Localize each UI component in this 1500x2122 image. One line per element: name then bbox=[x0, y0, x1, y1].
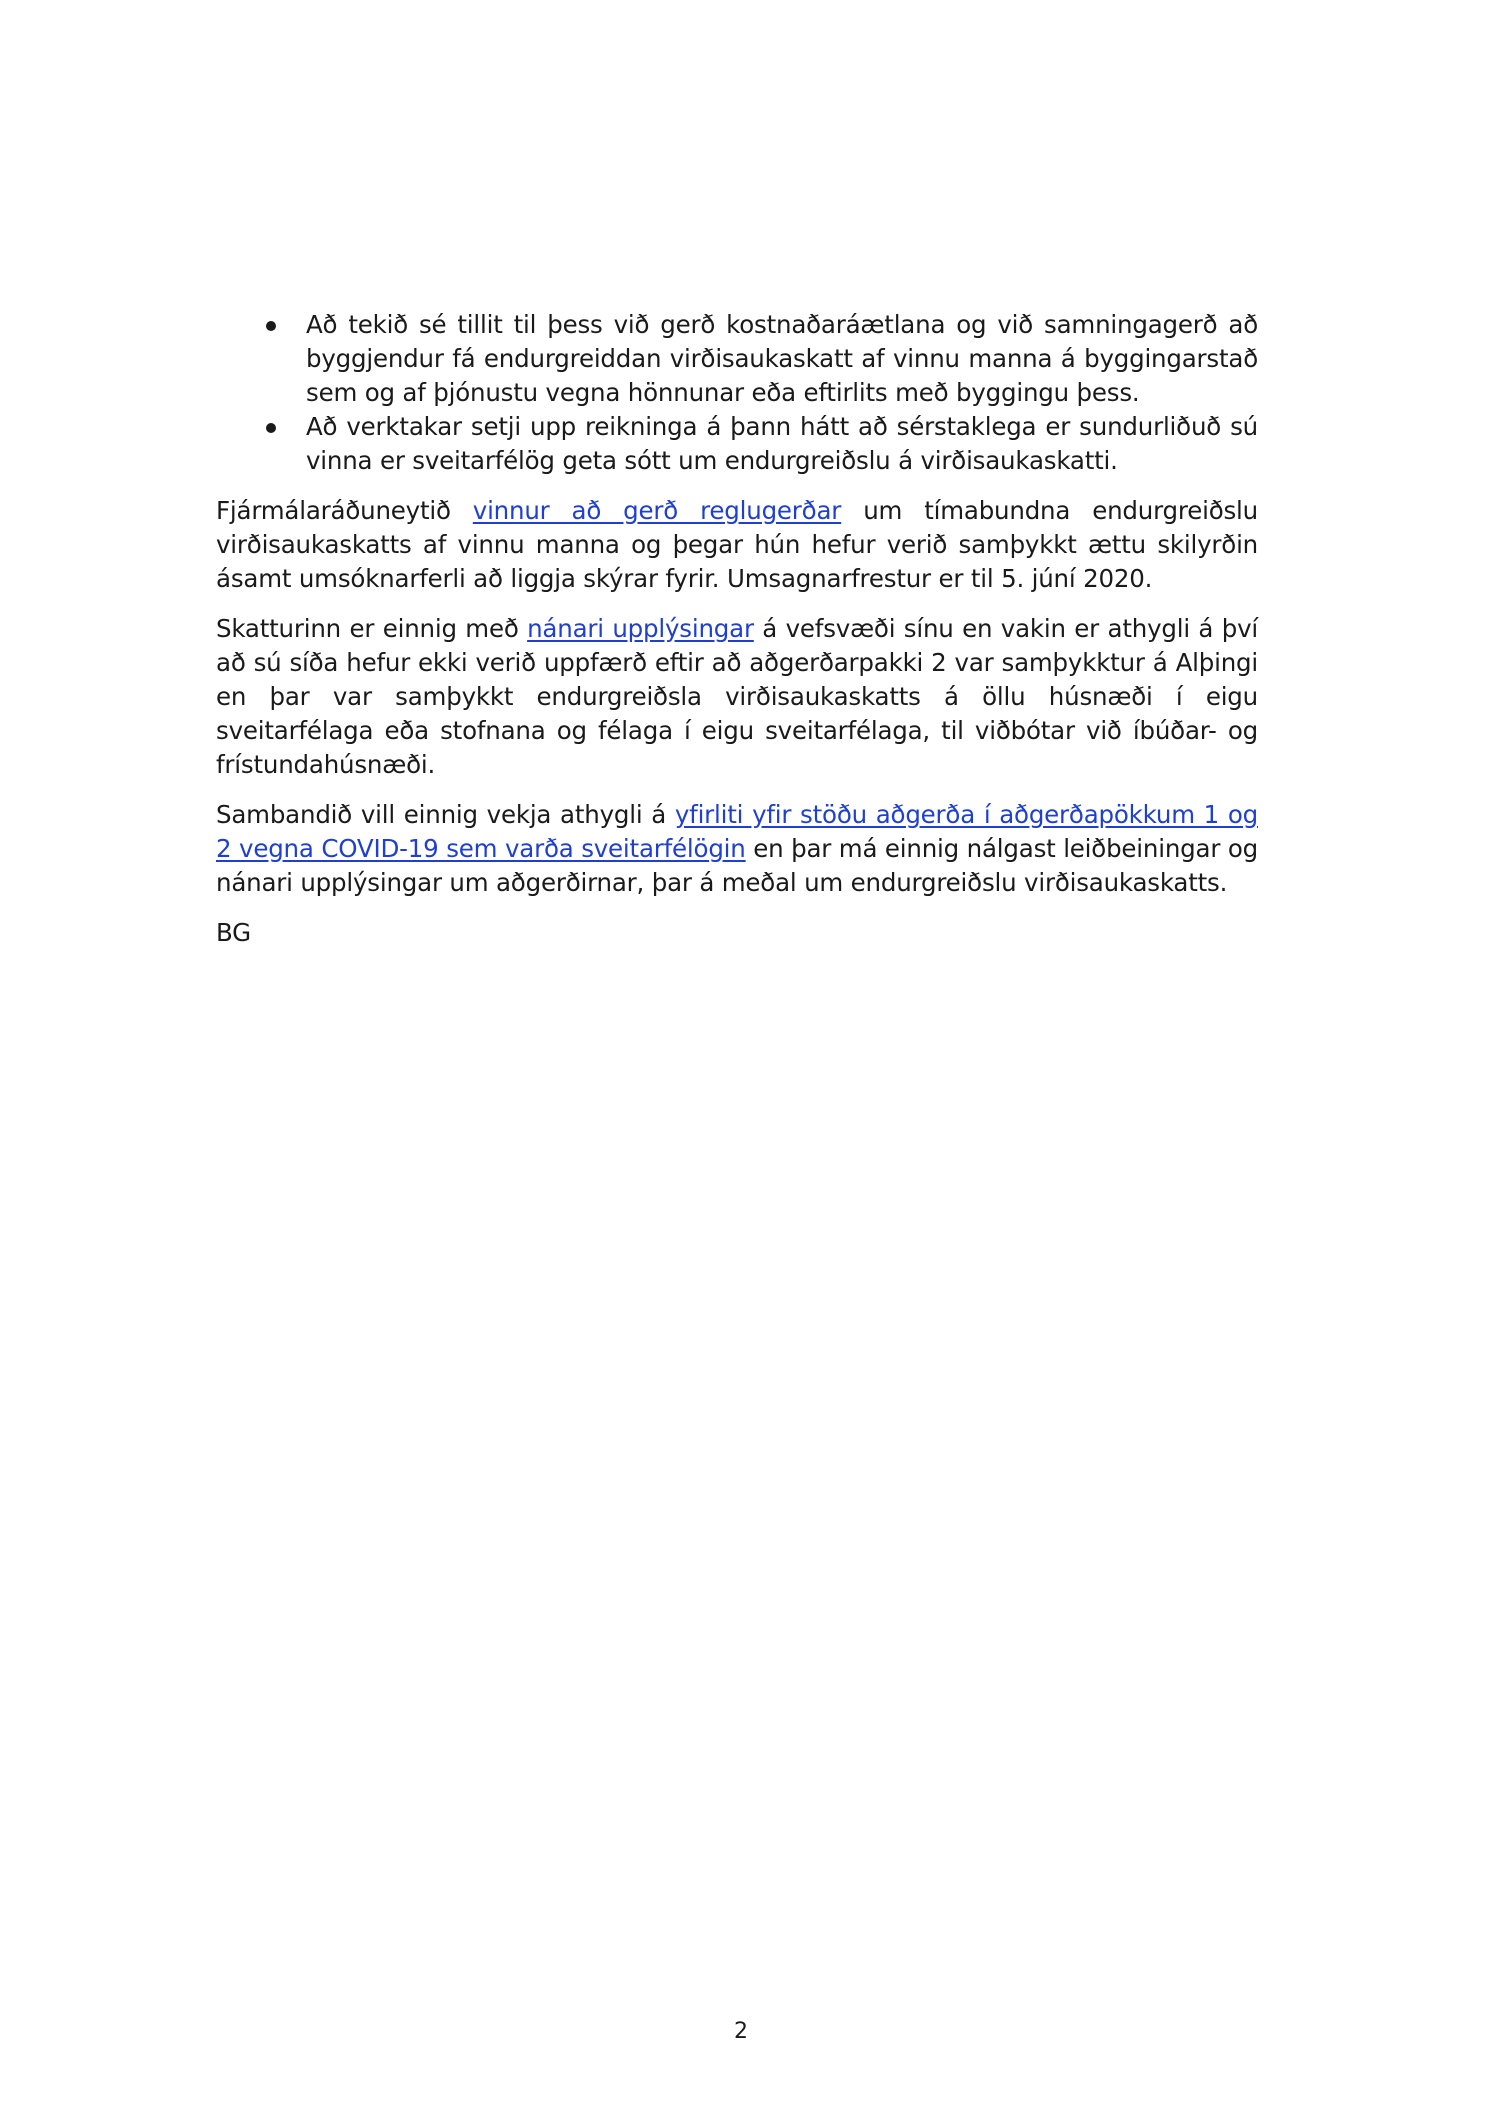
signature: BG bbox=[216, 918, 251, 947]
bullet-text: Að tekið sé tillit til þess við gerð kostnaðaráætlana og við samningagerð að byggjendur fá endurgreiddan virðisaukaskatt af vinnu manna á byggingarstað sem og af þjónustu vegna hönnunar eða eftirlits með byggingu þess. bbox=[306, 310, 1258, 407]
paragraph-tax-info bbox=[216, 612, 1258, 782]
bullet-item bbox=[216, 410, 1258, 478]
paragraph-text: Sambandið vill einnig vekja athygli á bbox=[216, 800, 675, 829]
paragraph-text: á vefsvæði sínu en vakin er athygli á því að sú síða hefur ekki verið uppfærð eftir að aðgerðarpakki 2 var samþykktur á Alþingi en þar var samþykkt endurgreiðsla virðisaukaskatts á öllu húsnæði í eigu sveitarfélaga eða stofnana og félaga í eigu sveitarfélaga, til viðbótar við íbúðar- og frístundahúsnæði. bbox=[216, 614, 1258, 779]
bullet-list bbox=[216, 308, 1258, 478]
paragraph-text: Skatturinn er einnig með bbox=[216, 614, 528, 643]
paragraph-text: Fjármálaráðuneytið bbox=[216, 496, 473, 525]
bullet-text: Að verktakar setji upp reikninga á þann hátt að sérstaklega er sundurliðuð sú vinna er sveitarfélög geta sótt um endurgreiðslu á virðisaukaskatti. bbox=[306, 412, 1258, 475]
document-body bbox=[216, 308, 1258, 950]
paragraph-regulation bbox=[216, 494, 1258, 596]
page-number: 2 bbox=[734, 2019, 748, 2044]
bullet-dot-icon bbox=[266, 423, 276, 433]
tax-info-link[interactable]: nánari upplýsingar bbox=[527, 614, 754, 643]
regulation-link[interactable]: vinnur að gerð reglugerðar bbox=[472, 496, 842, 525]
overview-link[interactable]: yfirliti yfir stöðu aðgerða í aðgerðapökkum 1 og 2 vegna COVID-19 sem varða sveitarfélögin bbox=[216, 800, 1258, 863]
paragraph-overview bbox=[216, 798, 1258, 900]
paragraph-text: en þar má einnig nálgast leiðbeiningar og nánari upplýsingar um aðgerðirnar, þar á meðal um endurgreiðslu virðisaukaskatts. bbox=[216, 834, 1258, 897]
bullet-dot-icon bbox=[266, 321, 276, 331]
bullet-item bbox=[216, 308, 1258, 410]
paragraph-text: um tímabundna endurgreiðslu virðisaukaskatts af vinnu manna og þegar hún hefur verið samþykkt ættu skilyrðin ásamt umsóknarferli að liggja skýrar fyrir. Umsagnarfrestur er til 5. júní 2020. bbox=[216, 496, 1258, 593]
